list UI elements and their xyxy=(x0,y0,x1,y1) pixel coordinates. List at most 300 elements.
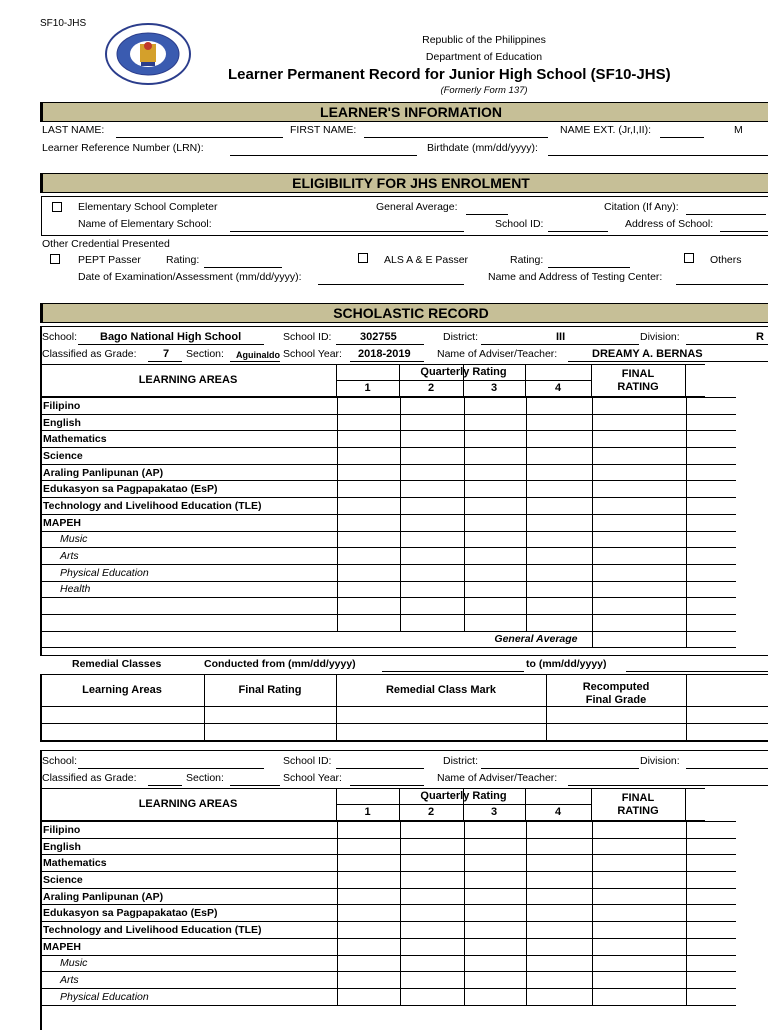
grade-cell[interactable] xyxy=(337,614,400,631)
grade-cell[interactable] xyxy=(400,464,464,481)
subject-name: MAPEH xyxy=(41,514,337,531)
grade-cell[interactable] xyxy=(526,905,592,922)
grade-cell[interactable] xyxy=(400,448,464,465)
grade-cell[interactable] xyxy=(686,498,736,515)
learning-areas-header: LEARNING AREAS xyxy=(138,374,238,386)
grade-cell[interactable] xyxy=(400,614,464,631)
grade-cell[interactable] xyxy=(592,838,686,855)
grade-cell[interactable] xyxy=(686,631,736,648)
grade-cell[interactable] xyxy=(592,514,686,531)
table-row xyxy=(41,431,736,448)
subject-name xyxy=(41,598,337,615)
grade-cell[interactable] xyxy=(592,938,686,955)
table-row xyxy=(41,398,736,415)
subject-name: Edukasyon sa Pagpapakatao (EsP) xyxy=(41,905,337,922)
conducted-to-label: to (mm/dd/yyyy) xyxy=(526,658,607,670)
grade-cell[interactable] xyxy=(400,938,464,955)
recomputed-header-2: Final Grade xyxy=(585,694,647,706)
grade-cell[interactable] xyxy=(686,988,736,1005)
republic-label: Republic of the Philippines xyxy=(422,34,546,46)
grade-cell[interactable] xyxy=(464,838,526,855)
grade-cell[interactable] xyxy=(400,481,464,498)
col-divider xyxy=(685,788,686,821)
formerly-label: (Formerly Form 137) xyxy=(440,85,528,96)
r1-division-line xyxy=(686,344,768,345)
col-divider xyxy=(591,364,592,397)
grade-cell[interactable] xyxy=(592,922,686,939)
grade-cell[interactable] xyxy=(400,888,464,905)
grade-cell[interactable] xyxy=(337,564,400,581)
table-row xyxy=(41,988,736,1005)
elem-completer-checkbox[interactable] xyxy=(52,202,62,212)
name-ext-field[interactable] xyxy=(660,137,704,138)
r2-section-field[interactable] xyxy=(230,785,280,786)
grade-cell[interactable] xyxy=(400,872,464,889)
grade-cell[interactable] xyxy=(686,481,736,498)
table-row xyxy=(41,972,736,989)
grade-cell[interactable] xyxy=(337,938,400,955)
grade-cell[interactable] xyxy=(400,498,464,515)
grade-cell[interactable] xyxy=(337,822,400,839)
grade-cell[interactable] xyxy=(526,514,592,531)
grade-cell[interactable] xyxy=(400,988,464,1005)
grade-cell[interactable] xyxy=(526,922,592,939)
als-rating-label: Rating: xyxy=(510,254,544,266)
r1-school-id-label: School ID: xyxy=(283,331,332,343)
grade-cell[interactable] xyxy=(400,548,464,565)
grade-cell[interactable] xyxy=(464,531,526,548)
elem-school-address-field[interactable] xyxy=(720,231,768,232)
quarterly-rating-header: Quarterly Rating xyxy=(420,790,507,802)
lrn-label: Learner Reference Number (LRN): xyxy=(42,142,204,154)
subject-name: Araling Panlipunan (AP) xyxy=(41,888,337,905)
grade-cell[interactable] xyxy=(686,955,736,972)
table-row xyxy=(41,838,736,855)
grade-cell[interactable] xyxy=(337,988,400,1005)
grade-cell[interactable] xyxy=(592,872,686,889)
grade-cell[interactable] xyxy=(337,481,400,498)
grade-cell[interactable] xyxy=(592,581,686,598)
grade-cell[interactable] xyxy=(464,431,526,448)
r2-school-year-field[interactable] xyxy=(350,785,424,786)
testing-center-label: Name and Address of Testing Center: xyxy=(488,271,663,283)
grade-cell[interactable] xyxy=(464,564,526,581)
grade-cell[interactable] xyxy=(400,922,464,939)
col-divider xyxy=(336,364,337,397)
r1-section-value: Aguinaldo xyxy=(236,350,280,360)
grade-cell[interactable] xyxy=(526,481,592,498)
grade-cell[interactable] xyxy=(686,972,736,989)
final-rating-header-2: RATING xyxy=(617,805,659,817)
table-row xyxy=(41,938,736,955)
grade-cell[interactable] xyxy=(592,481,686,498)
grade-cell[interactable] xyxy=(526,548,592,565)
grade-cell[interactable] xyxy=(592,548,686,565)
table-row xyxy=(41,414,736,431)
grade-cell[interactable] xyxy=(592,498,686,515)
rem-final-rating-header: Final Rating xyxy=(238,684,302,696)
table-row xyxy=(41,514,736,531)
table-row xyxy=(41,448,736,465)
grade-cell[interactable] xyxy=(464,988,526,1005)
grade-cell[interactable] xyxy=(464,972,526,989)
als-rating-field[interactable] xyxy=(548,267,630,268)
grade-cell[interactable] xyxy=(400,564,464,581)
grade-cell[interactable] xyxy=(464,548,526,565)
scholastic-heading: SCHOLASTIC RECORD xyxy=(40,303,768,323)
table-row xyxy=(41,955,736,972)
grade-cell[interactable] xyxy=(526,414,592,431)
grade-cell[interactable] xyxy=(464,822,526,839)
grade-cell[interactable] xyxy=(400,414,464,431)
quarter-header-3: 3 xyxy=(490,382,498,394)
subject-name: Science xyxy=(41,448,337,465)
pept-passer-label: PEPT Passer xyxy=(78,254,141,266)
first-name-label: FIRST NAME: xyxy=(290,124,357,136)
grade-cell[interactable] xyxy=(400,822,464,839)
grade-cell[interactable] xyxy=(526,598,592,615)
r2-district-field[interactable] xyxy=(481,768,639,769)
r1-school-line xyxy=(78,344,264,345)
table-row xyxy=(41,905,736,922)
grade-cell[interactable] xyxy=(686,838,736,855)
grade-cell[interactable] xyxy=(337,598,400,615)
grade-cell[interactable] xyxy=(592,598,686,615)
grade-cell[interactable] xyxy=(464,481,526,498)
grade-cell[interactable] xyxy=(592,464,686,481)
grade-cell[interactable] xyxy=(464,581,526,598)
grade-cell[interactable] xyxy=(337,972,400,989)
grade-cell[interactable] xyxy=(526,988,592,1005)
r1-district-value: III xyxy=(556,331,566,343)
subject-name: Filipino xyxy=(41,822,337,839)
pept-rating-field[interactable] xyxy=(204,267,282,268)
quarter-header-3: 3 xyxy=(490,806,498,818)
citation-label: Citation (If Any): xyxy=(604,201,679,213)
grade-cell[interactable] xyxy=(526,531,592,548)
grade-cell[interactable] xyxy=(686,598,736,615)
last-name-label: LAST NAME: xyxy=(42,124,105,136)
grade-cell[interactable] xyxy=(526,431,592,448)
grade-cell[interactable] xyxy=(464,514,526,531)
table-row xyxy=(41,464,736,481)
grade-cell[interactable] xyxy=(592,972,686,989)
grade-cell[interactable] xyxy=(400,838,464,855)
r1-adviser-line xyxy=(568,361,768,362)
grade-cell[interactable] xyxy=(686,614,736,631)
r1-section-label: Section: xyxy=(186,348,224,360)
table-row xyxy=(41,581,736,598)
quarter-header-2: 2 xyxy=(427,806,435,818)
subject-name: Physical Education xyxy=(41,564,337,581)
grade-cell[interactable] xyxy=(686,905,736,922)
grade-cell[interactable] xyxy=(337,838,400,855)
grade-cell[interactable] xyxy=(464,955,526,972)
lrn-field[interactable] xyxy=(230,155,417,156)
birthdate-field[interactable] xyxy=(548,155,768,156)
grade-cell[interactable] xyxy=(592,398,686,415)
r1-school-id-line xyxy=(336,344,424,345)
grade-cell[interactable] xyxy=(400,531,464,548)
r1-division-label: Division: xyxy=(640,331,680,343)
col-divider xyxy=(399,788,400,821)
department-label: Department of Education xyxy=(425,51,543,63)
pept-rating-label: Rating: xyxy=(166,254,200,266)
subject-name: Health xyxy=(41,581,337,598)
grade-cell[interactable] xyxy=(686,398,736,415)
grade-cell[interactable] xyxy=(592,431,686,448)
grade-cell[interactable] xyxy=(686,581,736,598)
subject-name: Science xyxy=(41,872,337,889)
table-row xyxy=(41,564,736,581)
elem-school-address-label: Address of School: xyxy=(625,218,714,230)
exam-date-field[interactable] xyxy=(318,284,464,285)
grade-cell[interactable] xyxy=(526,872,592,889)
conducted-to-field[interactable] xyxy=(626,671,768,672)
grade-cell[interactable] xyxy=(592,531,686,548)
r2-school-year-label: School Year: xyxy=(283,772,342,784)
grade-cell[interactable] xyxy=(526,398,592,415)
general-average-label: General Average xyxy=(41,631,592,648)
grade-cell[interactable] xyxy=(526,938,592,955)
grade-cell[interactable] xyxy=(526,564,592,581)
r2-grade-field[interactable] xyxy=(148,785,182,786)
final-rating-header-1: FINAL xyxy=(621,368,655,380)
table-row xyxy=(41,822,736,839)
grade-cell[interactable] xyxy=(592,955,686,972)
grade-cell[interactable] xyxy=(592,822,686,839)
general-average-label: General Average: xyxy=(376,201,458,213)
grade-cell[interactable] xyxy=(337,398,400,415)
grade-cell[interactable] xyxy=(526,464,592,481)
table-row xyxy=(41,872,736,889)
grade-cell[interactable] xyxy=(592,888,686,905)
table-row xyxy=(41,531,736,548)
grade-cell[interactable] xyxy=(464,905,526,922)
testing-center-field[interactable] xyxy=(676,284,768,285)
grade-cell[interactable] xyxy=(464,855,526,872)
grade-cell[interactable] xyxy=(526,855,592,872)
grade-cell[interactable] xyxy=(592,414,686,431)
grade-cell[interactable] xyxy=(464,888,526,905)
grade-cell[interactable] xyxy=(686,922,736,939)
grade-cell[interactable] xyxy=(337,548,400,565)
grade-cell[interactable] xyxy=(686,431,736,448)
col-divider xyxy=(463,364,464,397)
quarter-header-4: 4 xyxy=(554,806,562,818)
col-divider xyxy=(399,364,400,397)
r2-school-label: School: xyxy=(42,755,78,767)
elem-school-id-field[interactable] xyxy=(548,231,608,232)
eligibility-heading: ELIGIBILITY FOR JHS ENROLMENT xyxy=(40,173,768,193)
r1-school-year-label: School Year: xyxy=(283,348,342,360)
subject-name: Edukasyon sa Pagpapakatao (EsP) xyxy=(41,481,337,498)
grade-cell[interactable] xyxy=(526,614,592,631)
grade-cell[interactable] xyxy=(592,905,686,922)
grade-cell[interactable] xyxy=(400,581,464,598)
r2-school-field[interactable] xyxy=(78,768,264,769)
grade-cell[interactable] xyxy=(686,514,736,531)
subject-name: Arts xyxy=(41,548,337,565)
general-average-field[interactable] xyxy=(466,214,508,215)
pept-checkbox[interactable] xyxy=(50,254,60,264)
r1-section-line xyxy=(230,361,280,362)
subject-name: Physical Education xyxy=(41,988,337,1005)
r1-grade-line xyxy=(148,361,182,362)
table-row xyxy=(41,855,736,872)
other-credential-label: Other Credential Presented xyxy=(42,238,170,250)
grade-cell[interactable] xyxy=(337,872,400,889)
grade-cell[interactable] xyxy=(526,955,592,972)
conducted-from-field[interactable] xyxy=(382,671,524,672)
grade-cell[interactable] xyxy=(400,598,464,615)
r2-adviser-label: Name of Adviser/Teacher: xyxy=(437,772,558,784)
grade-cell[interactable] xyxy=(400,855,464,872)
grade-cell[interactable] xyxy=(400,955,464,972)
r2-division-field[interactable] xyxy=(686,768,768,769)
grade-cell[interactable] xyxy=(337,431,400,448)
final-rating-header-2: RATING xyxy=(617,381,659,393)
col-divider xyxy=(525,364,526,397)
quarter-header-4: 4 xyxy=(554,382,562,394)
grade-cell[interactable] xyxy=(337,955,400,972)
grade-cell[interactable] xyxy=(464,872,526,889)
page-title: Learner Permanent Record for Junior High School (SF10-JHS) xyxy=(228,66,671,83)
subject-name: Filipino xyxy=(41,398,337,415)
grade-cell[interactable] xyxy=(526,838,592,855)
grade-cell[interactable] xyxy=(464,498,526,515)
grade-cell[interactable] xyxy=(464,938,526,955)
col-divider xyxy=(591,788,592,821)
grade-cell[interactable] xyxy=(686,822,736,839)
first-name-field[interactable] xyxy=(364,137,548,138)
grade-cell[interactable] xyxy=(686,464,736,481)
rem-learning-areas-header: Learning Areas xyxy=(82,684,162,696)
grade-cell[interactable] xyxy=(592,855,686,872)
subject-name: English xyxy=(41,838,337,855)
subject-name xyxy=(41,614,337,631)
grade-cell[interactable] xyxy=(337,464,400,481)
quarter-header-1: 1 xyxy=(364,382,371,394)
grade-cell[interactable] xyxy=(686,938,736,955)
grade-cell[interactable] xyxy=(526,448,592,465)
subject-name: Araling Panlipunan (AP) xyxy=(41,464,337,481)
als-checkbox[interactable] xyxy=(358,253,368,263)
grade-cell[interactable] xyxy=(686,414,736,431)
grade-cell[interactable] xyxy=(464,464,526,481)
grade-cell[interactable] xyxy=(686,448,736,465)
grade-cell[interactable] xyxy=(337,531,400,548)
grade-cell[interactable] xyxy=(526,888,592,905)
grade-cell[interactable] xyxy=(686,872,736,889)
rem-class-mark-header: Remedial Class Mark xyxy=(385,684,497,696)
grade-cell[interactable] xyxy=(592,614,686,631)
grade-cell[interactable] xyxy=(592,988,686,1005)
grade-cell[interactable] xyxy=(526,498,592,515)
grade-cell[interactable] xyxy=(686,548,736,565)
others-checkbox[interactable] xyxy=(684,253,694,263)
col-divider xyxy=(685,364,686,397)
table-row xyxy=(41,548,736,565)
citation-field[interactable] xyxy=(686,214,766,215)
subject-name: Technology and Livelihood Education (TLE) xyxy=(41,922,337,939)
r2-grade-label: Classified as Grade: xyxy=(42,772,137,784)
grade-cell[interactable] xyxy=(464,414,526,431)
birthdate-label: Birthdate (mm/dd/yyyy): xyxy=(427,142,538,154)
grade-cell[interactable] xyxy=(686,564,736,581)
grade-cell[interactable] xyxy=(686,888,736,905)
grade-cell[interactable] xyxy=(400,431,464,448)
subject-name: Technology and Livelihood Education (TLE) xyxy=(41,498,337,515)
table-row xyxy=(41,922,736,939)
recomputed-header-1: Recomputed xyxy=(582,681,650,693)
grade-cell[interactable] xyxy=(400,514,464,531)
elem-school-name-label: Name of Elementary School: xyxy=(78,218,212,230)
subject-name: English xyxy=(41,414,337,431)
r1-school-id-value: 302755 xyxy=(360,331,397,343)
final-rating-header-1: FINAL xyxy=(621,792,655,804)
r1-district-line xyxy=(481,344,639,345)
col-divider xyxy=(463,788,464,821)
grade-cell[interactable] xyxy=(592,564,686,581)
r1-school-value: Bago National High School xyxy=(100,331,242,343)
general-average-value[interactable] xyxy=(592,631,686,648)
r2-division-label: Division: xyxy=(640,755,680,767)
grade-cell[interactable] xyxy=(337,922,400,939)
grade-cell[interactable] xyxy=(464,922,526,939)
grade-cell[interactable] xyxy=(337,498,400,515)
grade-cell[interactable] xyxy=(686,531,736,548)
table-row xyxy=(41,481,736,498)
grade-cell[interactable] xyxy=(337,448,400,465)
subject-name: Music xyxy=(41,531,337,548)
grade-cell[interactable] xyxy=(400,398,464,415)
elem-completer-label: Elementary School Completer xyxy=(78,201,218,213)
grade-cell[interactable] xyxy=(526,581,592,598)
elem-school-name-field[interactable] xyxy=(230,231,464,232)
r1-adviser-value: DREAMY A. BERNAS xyxy=(592,348,703,360)
grade-cell[interactable] xyxy=(464,398,526,415)
grade-cell[interactable] xyxy=(464,448,526,465)
grade-cell[interactable] xyxy=(526,822,592,839)
subject-name: Mathematics xyxy=(41,855,337,872)
grade-cell[interactable] xyxy=(464,614,526,631)
col-divider xyxy=(336,788,337,821)
grade-cell[interactable] xyxy=(337,414,400,431)
quarterly-rating-header: Quarterly Rating xyxy=(420,366,507,378)
grade-cell[interactable] xyxy=(400,972,464,989)
others-label: Others xyxy=(710,254,742,266)
r1-school-year-value: 2018-2019 xyxy=(358,348,411,360)
grade-cell[interactable] xyxy=(337,514,400,531)
r2-adviser-field[interactable] xyxy=(568,785,768,786)
grade-cell[interactable] xyxy=(526,972,592,989)
remedial-classes-label: Remedial Classes xyxy=(72,658,162,670)
r1-grade-label: Classified as Grade: xyxy=(42,348,137,360)
grade-cell[interactable] xyxy=(464,598,526,615)
grade-cell[interactable] xyxy=(337,855,400,872)
grade-cell[interactable] xyxy=(337,581,400,598)
r1-division-value: R xyxy=(756,331,764,343)
grade-cell[interactable] xyxy=(592,448,686,465)
grade-cell[interactable] xyxy=(686,855,736,872)
grade-cell[interactable] xyxy=(337,888,400,905)
r2-school-id-field[interactable] xyxy=(336,768,424,769)
table-row xyxy=(41,614,736,631)
grade-cell[interactable] xyxy=(337,905,400,922)
grade-cell[interactable] xyxy=(400,905,464,922)
last-name-field[interactable] xyxy=(116,137,283,138)
